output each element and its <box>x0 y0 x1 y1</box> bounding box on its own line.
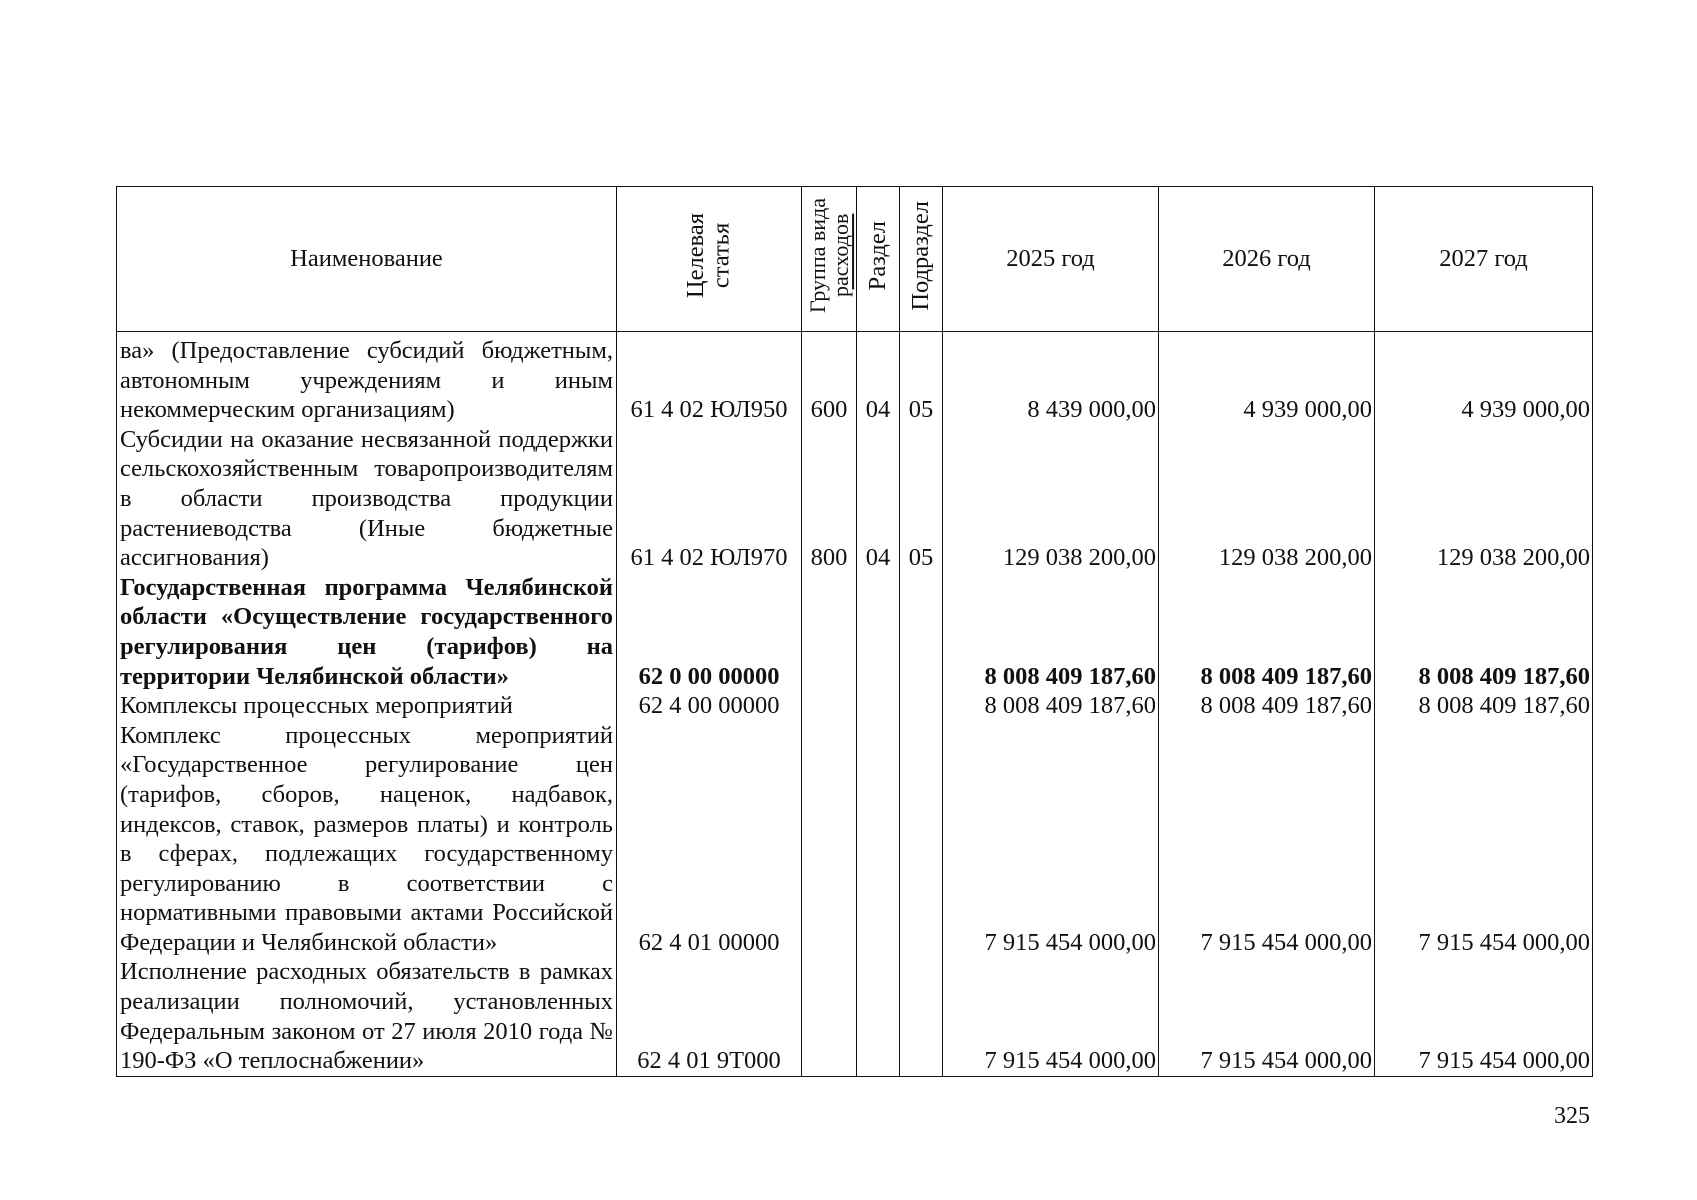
header-year-2026: 2026 год <box>1159 187 1375 332</box>
table-row <box>117 691 1593 721</box>
row-amount-2026: 8 008 409 187,60 <box>1159 691 1375 721</box>
header-year-2025: 2025 год <box>943 187 1159 332</box>
row-amount-2027: 7 915 454 000,00 <box>1375 957 1593 1076</box>
header-expense-group <box>802 187 857 332</box>
header-expense-group-text <box>806 198 852 313</box>
header-section-text: Раздел <box>864 220 892 291</box>
row-amount-2025: 129 038 200,00 <box>943 425 1159 573</box>
row-name: Исполнение расходных обязательств в рамках реализации полномочий, установленных Федеральным законом от 27 июля 2010 года № 190-ФЗ «О теплоснабжении» <box>117 957 617 1076</box>
row-name: Комплексы процессных мероприятий <box>117 691 617 721</box>
row-section <box>857 721 900 958</box>
row-expense-group <box>802 573 857 691</box>
row-expense-group <box>802 721 857 958</box>
row-target-article: 62 4 00 00000 <box>617 691 802 721</box>
row-target-article: 62 4 01 00000 <box>617 721 802 958</box>
header-target-line1: Целевая <box>682 213 710 299</box>
row-section: 04 <box>857 425 900 573</box>
row-amount-2025: 8 008 409 187,60 <box>943 573 1159 691</box>
header-subsection <box>900 187 943 332</box>
row-target-article: 61 4 02 ЮЛ970 <box>617 425 802 573</box>
row-target-article: 62 4 01 9Т000 <box>617 957 802 1076</box>
table-row <box>117 573 1593 691</box>
row-subsection <box>900 721 943 958</box>
row-name: Субсидии на оказание несвязанной поддержки сельскохозяйственным товаропроизводителям в области производства продукции растениеводства (Иные бюджетные ассигнования) <box>117 425 617 573</box>
row-expense-group: 800 <box>802 425 857 573</box>
table-body <box>117 332 1593 1077</box>
row-expense-group <box>802 691 857 721</box>
row-amount-2027: 8 008 409 187,60 <box>1375 573 1593 691</box>
table-row <box>117 721 1593 958</box>
row-subsection: 05 <box>900 332 943 425</box>
row-amount-2027: 7 915 454 000,00 <box>1375 721 1593 958</box>
row-section <box>857 691 900 721</box>
row-amount-2026: 129 038 200,00 <box>1159 425 1375 573</box>
header-row <box>117 187 1593 332</box>
row-expense-group <box>802 957 857 1076</box>
row-amount-2027: 4 939 000,00 <box>1375 332 1593 425</box>
budget-table <box>116 186 1593 1077</box>
row-name: Государственная программа Челябинской области «Осуществление государственного регулирования цен (тарифов) на территории Челябинской области» <box>117 573 617 691</box>
header-target-article-text <box>683 213 734 298</box>
row-amount-2026: 7 915 454 000,00 <box>1159 721 1375 958</box>
row-expense-group: 600 <box>802 332 857 425</box>
row-amount-2025: 7 915 454 000,00 <box>943 721 1159 958</box>
row-target-article: 61 4 02 ЮЛ950 <box>617 332 802 425</box>
header-name: Наименование <box>117 187 617 332</box>
row-target-article: 62 0 00 00000 <box>617 573 802 691</box>
header-section <box>857 187 900 332</box>
table-row <box>117 425 1593 573</box>
header-group-line1: Группа вида <box>804 198 830 314</box>
row-subsection <box>900 957 943 1076</box>
row-subsection: 05 <box>900 425 943 573</box>
row-subsection <box>900 691 943 721</box>
header-group-line2: расходов <box>828 213 853 298</box>
table-header <box>117 187 1593 332</box>
header-subsection-text: Подраздел <box>907 200 935 311</box>
header-target-line2: статья <box>708 222 735 289</box>
row-name: ва» (Предоставление субсидий бюджетным, автономным учреждениям и иным некоммерческим организациям) <box>117 332 617 425</box>
page-number: 325 <box>1554 1103 1590 1129</box>
row-amount-2027: 8 008 409 187,60 <box>1375 691 1593 721</box>
row-amount-2026: 4 939 000,00 <box>1159 332 1375 425</box>
row-amount-2026: 7 915 454 000,00 <box>1159 957 1375 1076</box>
table-row <box>117 957 1593 1076</box>
row-name: Комплекс процессных мероприятий «Государственное регулирование цен (тарифов, сборов, наценок, надбавок, индексов, ставок, размеров платы) и контроль в сферах, подлежащих государственному регулированию в соответствии с нормативными правовыми актами Российской Федерации и Челябинской области» <box>117 721 617 958</box>
row-section: 04 <box>857 332 900 425</box>
row-amount-2026: 8 008 409 187,60 <box>1159 573 1375 691</box>
table-row <box>117 332 1593 425</box>
row-subsection <box>900 573 943 691</box>
row-section <box>857 957 900 1076</box>
row-amount-2025: 8 008 409 187,60 <box>943 691 1159 721</box>
row-section <box>857 573 900 691</box>
row-amount-2027: 129 038 200,00 <box>1375 425 1593 573</box>
header-target-article <box>617 187 802 332</box>
row-amount-2025: 7 915 454 000,00 <box>943 957 1159 1076</box>
row-amount-2025: 8 439 000,00 <box>943 332 1159 425</box>
header-year-2027: 2027 год <box>1375 187 1593 332</box>
